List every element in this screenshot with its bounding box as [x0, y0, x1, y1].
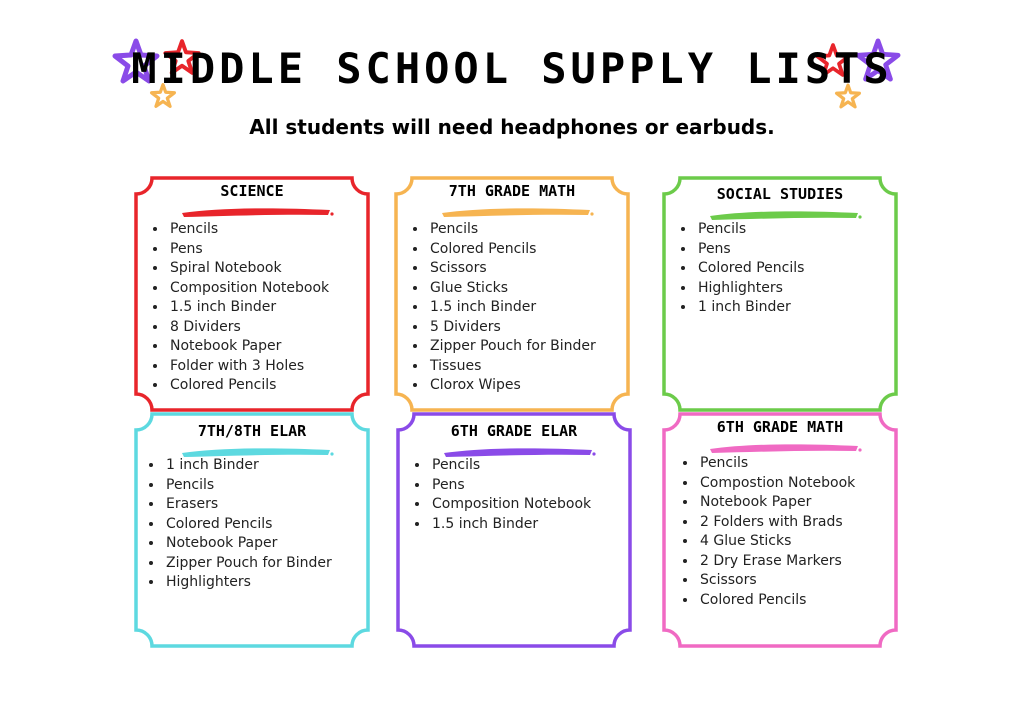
- list-item: • Colored Pencils: [164, 515, 332, 535]
- list-item: • Notebook Paper: [168, 337, 329, 357]
- card-title: 7TH/8TH ELAR: [197, 422, 307, 440]
- list-item: • 4 Glue Sticks: [698, 532, 855, 552]
- list-item: • Composition Notebook: [168, 279, 329, 299]
- list-item: • Pens: [430, 476, 591, 496]
- list-item: • 1.5 inch Binder: [430, 515, 591, 535]
- card-title: SOCIAL STUDIES: [716, 185, 844, 203]
- list-item: • 5 Dividers: [428, 318, 596, 338]
- list-item: • 2 Folders with Brads: [698, 513, 855, 533]
- list-item: • Notebook Paper: [164, 534, 332, 554]
- brush-stroke-underline: [706, 209, 862, 221]
- supply-list: [410, 220, 596, 396]
- list-item: • Scissors: [428, 259, 596, 279]
- card-6th-grade-elar: [398, 414, 630, 646]
- supply-list: [146, 456, 332, 593]
- list-item: • Pencils: [698, 454, 855, 474]
- card-6th-grade-math: [664, 414, 896, 646]
- list-item: • Colored Pencils: [428, 240, 596, 260]
- list-item: • Tissues: [428, 357, 596, 377]
- list-item: • Colored Pencils: [698, 591, 855, 611]
- list-item: • Pencils: [164, 476, 332, 496]
- list-item: • Pencils: [168, 220, 329, 240]
- brush-stroke-underline: [178, 206, 334, 218]
- list-item: • Folder with 3 Holes: [168, 357, 329, 377]
- list-item: • Highlighters: [164, 573, 332, 593]
- supply-list: [412, 456, 591, 534]
- card-7th-grade-math: [396, 178, 628, 410]
- card-7th-8th-elar: [136, 414, 368, 646]
- card-science: [136, 178, 368, 410]
- list-item: • 8 Dividers: [168, 318, 329, 338]
- list-item: • Compostion Notebook: [698, 474, 855, 494]
- page-subtitle: All students will need headphones or earbuds.: [249, 115, 775, 139]
- list-item: • Pens: [168, 240, 329, 260]
- list-item: • Spiral Notebook: [168, 259, 329, 279]
- list-item: • 1 inch Binder: [164, 456, 332, 476]
- card-social-studies: [664, 178, 896, 410]
- brush-stroke-underline: [178, 446, 334, 458]
- card-title: 7TH GRADE MATH: [448, 182, 576, 200]
- card-title: 6TH GRADE ELAR: [450, 422, 578, 440]
- list-item: • 1 inch Binder: [696, 298, 804, 318]
- supply-list: [680, 454, 855, 610]
- list-item: • 2 Dry Erase Markers: [698, 552, 855, 572]
- supply-list: [150, 220, 329, 396]
- brush-stroke-underline: [440, 446, 596, 458]
- brush-stroke-underline: [706, 442, 862, 454]
- list-item: • Pencils: [430, 456, 591, 476]
- supply-list: [678, 220, 804, 318]
- card-title: SCIENCE: [220, 182, 284, 200]
- list-item: • Zipper Pouch for Binder: [428, 337, 596, 357]
- list-item: • Highlighters: [696, 279, 804, 299]
- list-item: • Colored Pencils: [168, 376, 329, 396]
- list-item: • 1.5 inch Binder: [428, 298, 596, 318]
- list-item: • Notebook Paper: [698, 493, 855, 513]
- list-item: • Scissors: [698, 571, 855, 591]
- list-item: • Zipper Pouch for Binder: [164, 554, 332, 574]
- card-title: 6TH GRADE MATH: [716, 418, 844, 436]
- brush-stroke-underline: [438, 206, 594, 218]
- list-item: • Colored Pencils: [696, 259, 804, 279]
- list-item: • Clorox Wipes: [428, 376, 596, 396]
- page-title: MIDDLE SCHOOL SUPPLY LISTS: [131, 44, 893, 93]
- list-item: • Erasers: [164, 495, 332, 515]
- list-item: • 1.5 inch Binder: [168, 298, 329, 318]
- list-item: • Pens: [696, 240, 804, 260]
- list-item: • Composition Notebook: [430, 495, 591, 515]
- list-item: • Pencils: [428, 220, 596, 240]
- list-item: • Pencils: [696, 220, 804, 240]
- list-item: • Glue Sticks: [428, 279, 596, 299]
